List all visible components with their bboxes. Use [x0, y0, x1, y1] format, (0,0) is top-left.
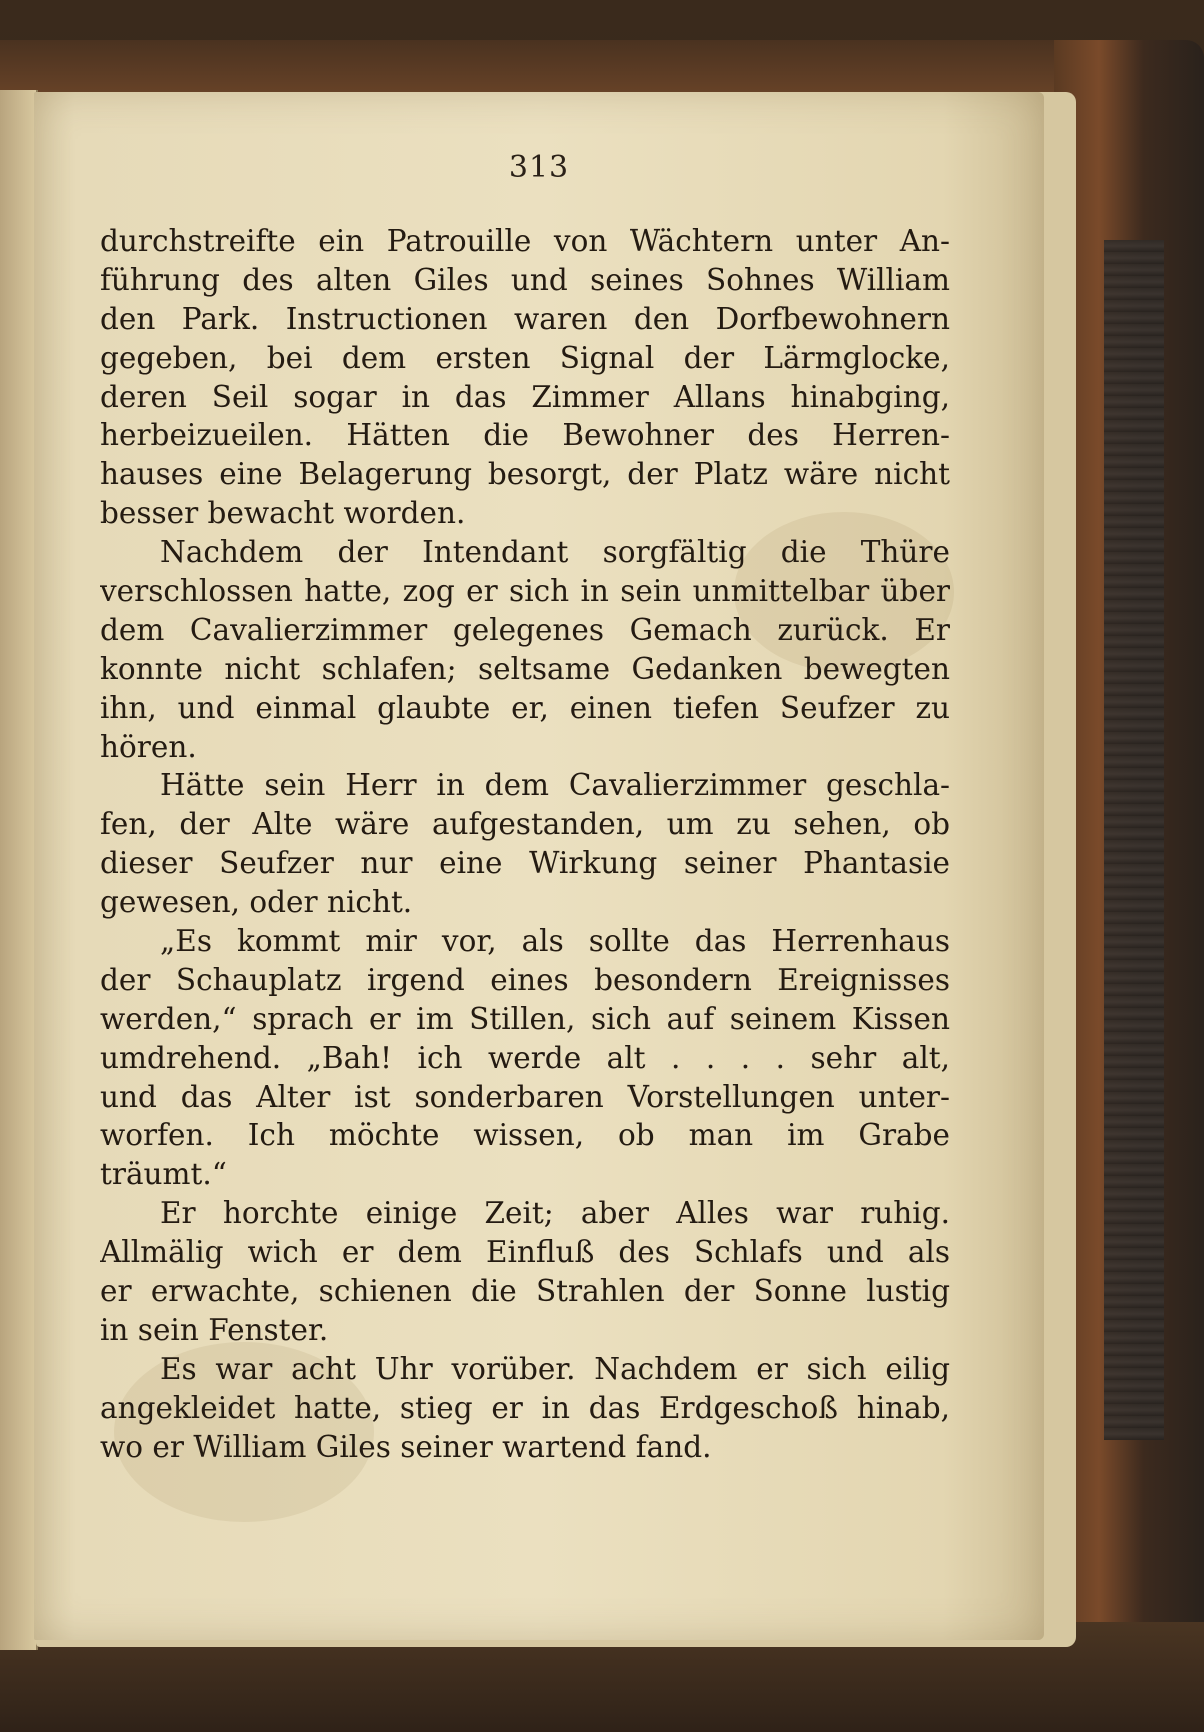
text-line: angekleidet hatte, stieg er in das Erdgeschoß hinab,	[100, 1390, 950, 1425]
text-line: ihn, und einmal glaubte er, einen tiefen Seufzer zu	[100, 690, 950, 725]
text-line: Es war acht Uhr vorüber. Nachdem er sich eilig	[160, 1351, 950, 1386]
text-line: umdrehend. „Bah! ich werde alt . . . . sehr alt,	[100, 1040, 950, 1075]
text-line: träumt.“	[100, 1157, 227, 1192]
text-line: er erwachte, schienen die Strahlen der Sonne lustig	[100, 1274, 950, 1309]
text-line: „Es kommt mir vor, als sollte das Herrenhaus	[160, 924, 950, 959]
text-line: hauses eine Belagerung besorgt, der Platz wäre nicht	[100, 457, 950, 492]
text-line: besser bewacht worden.	[100, 496, 466, 531]
text-line: gegeben, bei dem ersten Signal der Lärmglocke,	[100, 340, 950, 375]
text-line: gewesen, oder nicht.	[100, 885, 413, 920]
text-line: den Park. Instructionen waren den Dorfbewohnern	[100, 301, 950, 336]
facing-page-edge	[0, 90, 38, 1650]
cover-leather-texture	[1104, 240, 1164, 1440]
text-line: dem Cavalierzimmer gelegenes Gemach zurück. Er	[100, 612, 950, 647]
text-line: deren Seil sogar in das Zimmer Allans hinabging,	[100, 379, 950, 414]
text-line: der Schauplatz irgend eines besondern Ereignisses	[100, 962, 950, 997]
text-line: worfen. Ich möchte wissen, ob man im Grabe	[100, 1118, 950, 1153]
text-line: werden,“ sprach er im Stillen, sich auf seinem Kissen	[100, 1001, 950, 1036]
text-line: Allmälig wich er dem Einfluß des Schlafs und als	[100, 1235, 950, 1270]
text-line: konnte nicht schlafen; seltsame Gedanken bewegten	[100, 651, 950, 686]
text-line: führung des alten Giles und seines Sohnes William	[100, 262, 950, 297]
book-page	[34, 92, 1044, 1640]
text-line: durchstreifte ein Patrouille von Wächtern unter An-	[100, 224, 950, 258]
page-number: 313	[508, 150, 570, 185]
text-line: dieser Seufzer nur eine Wirkung seiner Phantasie	[100, 846, 950, 881]
text-line: wo er William Giles seiner wartend fand.	[100, 1429, 712, 1464]
text-line: hören.	[100, 729, 197, 764]
text-line: in sein Fenster.	[100, 1312, 329, 1347]
book-cover-right	[1054, 40, 1204, 1700]
text-line: verschlossen hatte, zog er sich in sein unmittelbar über	[100, 574, 950, 609]
book-cover-top	[0, 40, 1100, 100]
text-line: und das Alter ist sonderbaren Vorstellungen unter-	[100, 1079, 950, 1114]
page-text	[100, 222, 950, 1467]
text-line: fen, der Alte wäre aufgestanden, um zu sehen, ob	[100, 807, 950, 842]
text-line: Hätte sein Herr in dem Cavalierzimmer geschla-	[160, 768, 950, 803]
text-line: herbeizueilen. Hätten die Bewohner des Herren-	[100, 418, 950, 453]
text-line: Nachdem der Intendant sorgfältig die Thüre	[160, 535, 950, 570]
text-line: Er horchte einige Zeit; aber Alles war ruhig.	[160, 1196, 950, 1231]
